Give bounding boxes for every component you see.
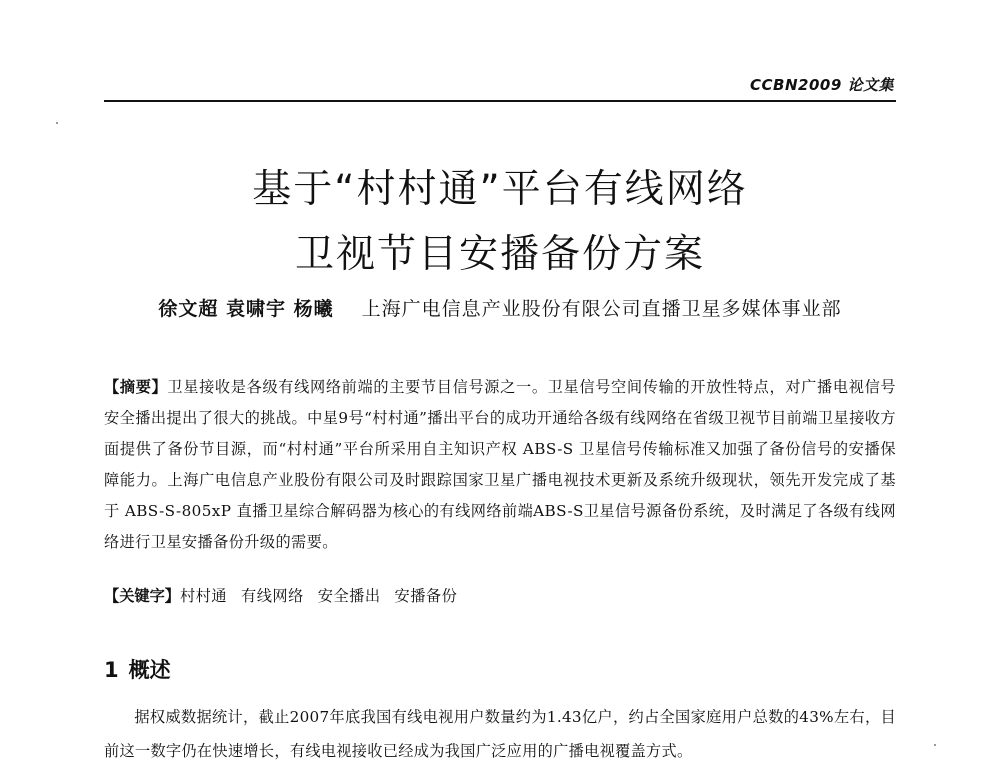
scan-speck bbox=[934, 744, 936, 746]
body-paragraph: 据权威数据统计，截止2007年底我国有线电视用户数量约为1.43亿户，约占全国家庭用户总数的43%左右，目前这一数字仍在快速增长，有线电视接收已经成为我国广泛应用的广播电视覆盖方式。 bbox=[104, 708, 896, 760]
keyword-item: 有线网络 bbox=[241, 587, 304, 605]
paper-title-line-2: 卫视节目安播备份方案 bbox=[294, 232, 705, 277]
byline bbox=[100, 294, 900, 321]
scan-speck bbox=[56, 122, 58, 124]
section-number: 1 bbox=[104, 658, 119, 682]
section-title: 概述 bbox=[128, 658, 171, 682]
section-heading bbox=[104, 654, 171, 684]
journal-header-label: CCBN2009 论文集 bbox=[750, 76, 894, 94]
abstract-tag: 【摘要】 bbox=[104, 378, 168, 396]
keyword-item: 安播备份 bbox=[394, 587, 458, 605]
abstract-text: 卫星接收是各级有线网络前端的主要节目信号源之一。卫星信号空间传输的开放性特点，对广播电视信号安全播出提出了很大的挑战。中星9号“村村通”播出平台的成功开通给各级有线网络在省级卫视节目前端卫星接收方面提供了备份节目源，而“村村通”平台所采用自主知识产权 ABS-S 卫星信号传输标准又加强了备份信号的安播保障能力。上海广电信息产业股份有限公司及时跟踪国家卫星广播电视技术更新及系统升级现状，领先开发完成了基于 ABS-S-805xP 直播卫星综合解码器为核心的有线网络前端ABS-S卫星信号源备份系统，及时满足了各级有线网络进行卫星安播备份升级的需要。 bbox=[104, 378, 896, 551]
keywords-tag: 【关键字】 bbox=[104, 587, 180, 605]
affiliation: 上海广电信息产业股份有限公司直播卫星多媒体事业部 bbox=[361, 298, 842, 320]
abstract bbox=[104, 372, 896, 558]
keywords bbox=[104, 584, 896, 608]
header-rule bbox=[104, 100, 896, 102]
authors: 徐文超 袁啸宇 杨曦 bbox=[158, 298, 334, 320]
paper-title-line-1: 基于“村村通”平台有线网络 bbox=[252, 167, 748, 212]
keyword-item: 安全播出 bbox=[317, 587, 381, 605]
keyword-item: 村村通 bbox=[179, 587, 227, 605]
